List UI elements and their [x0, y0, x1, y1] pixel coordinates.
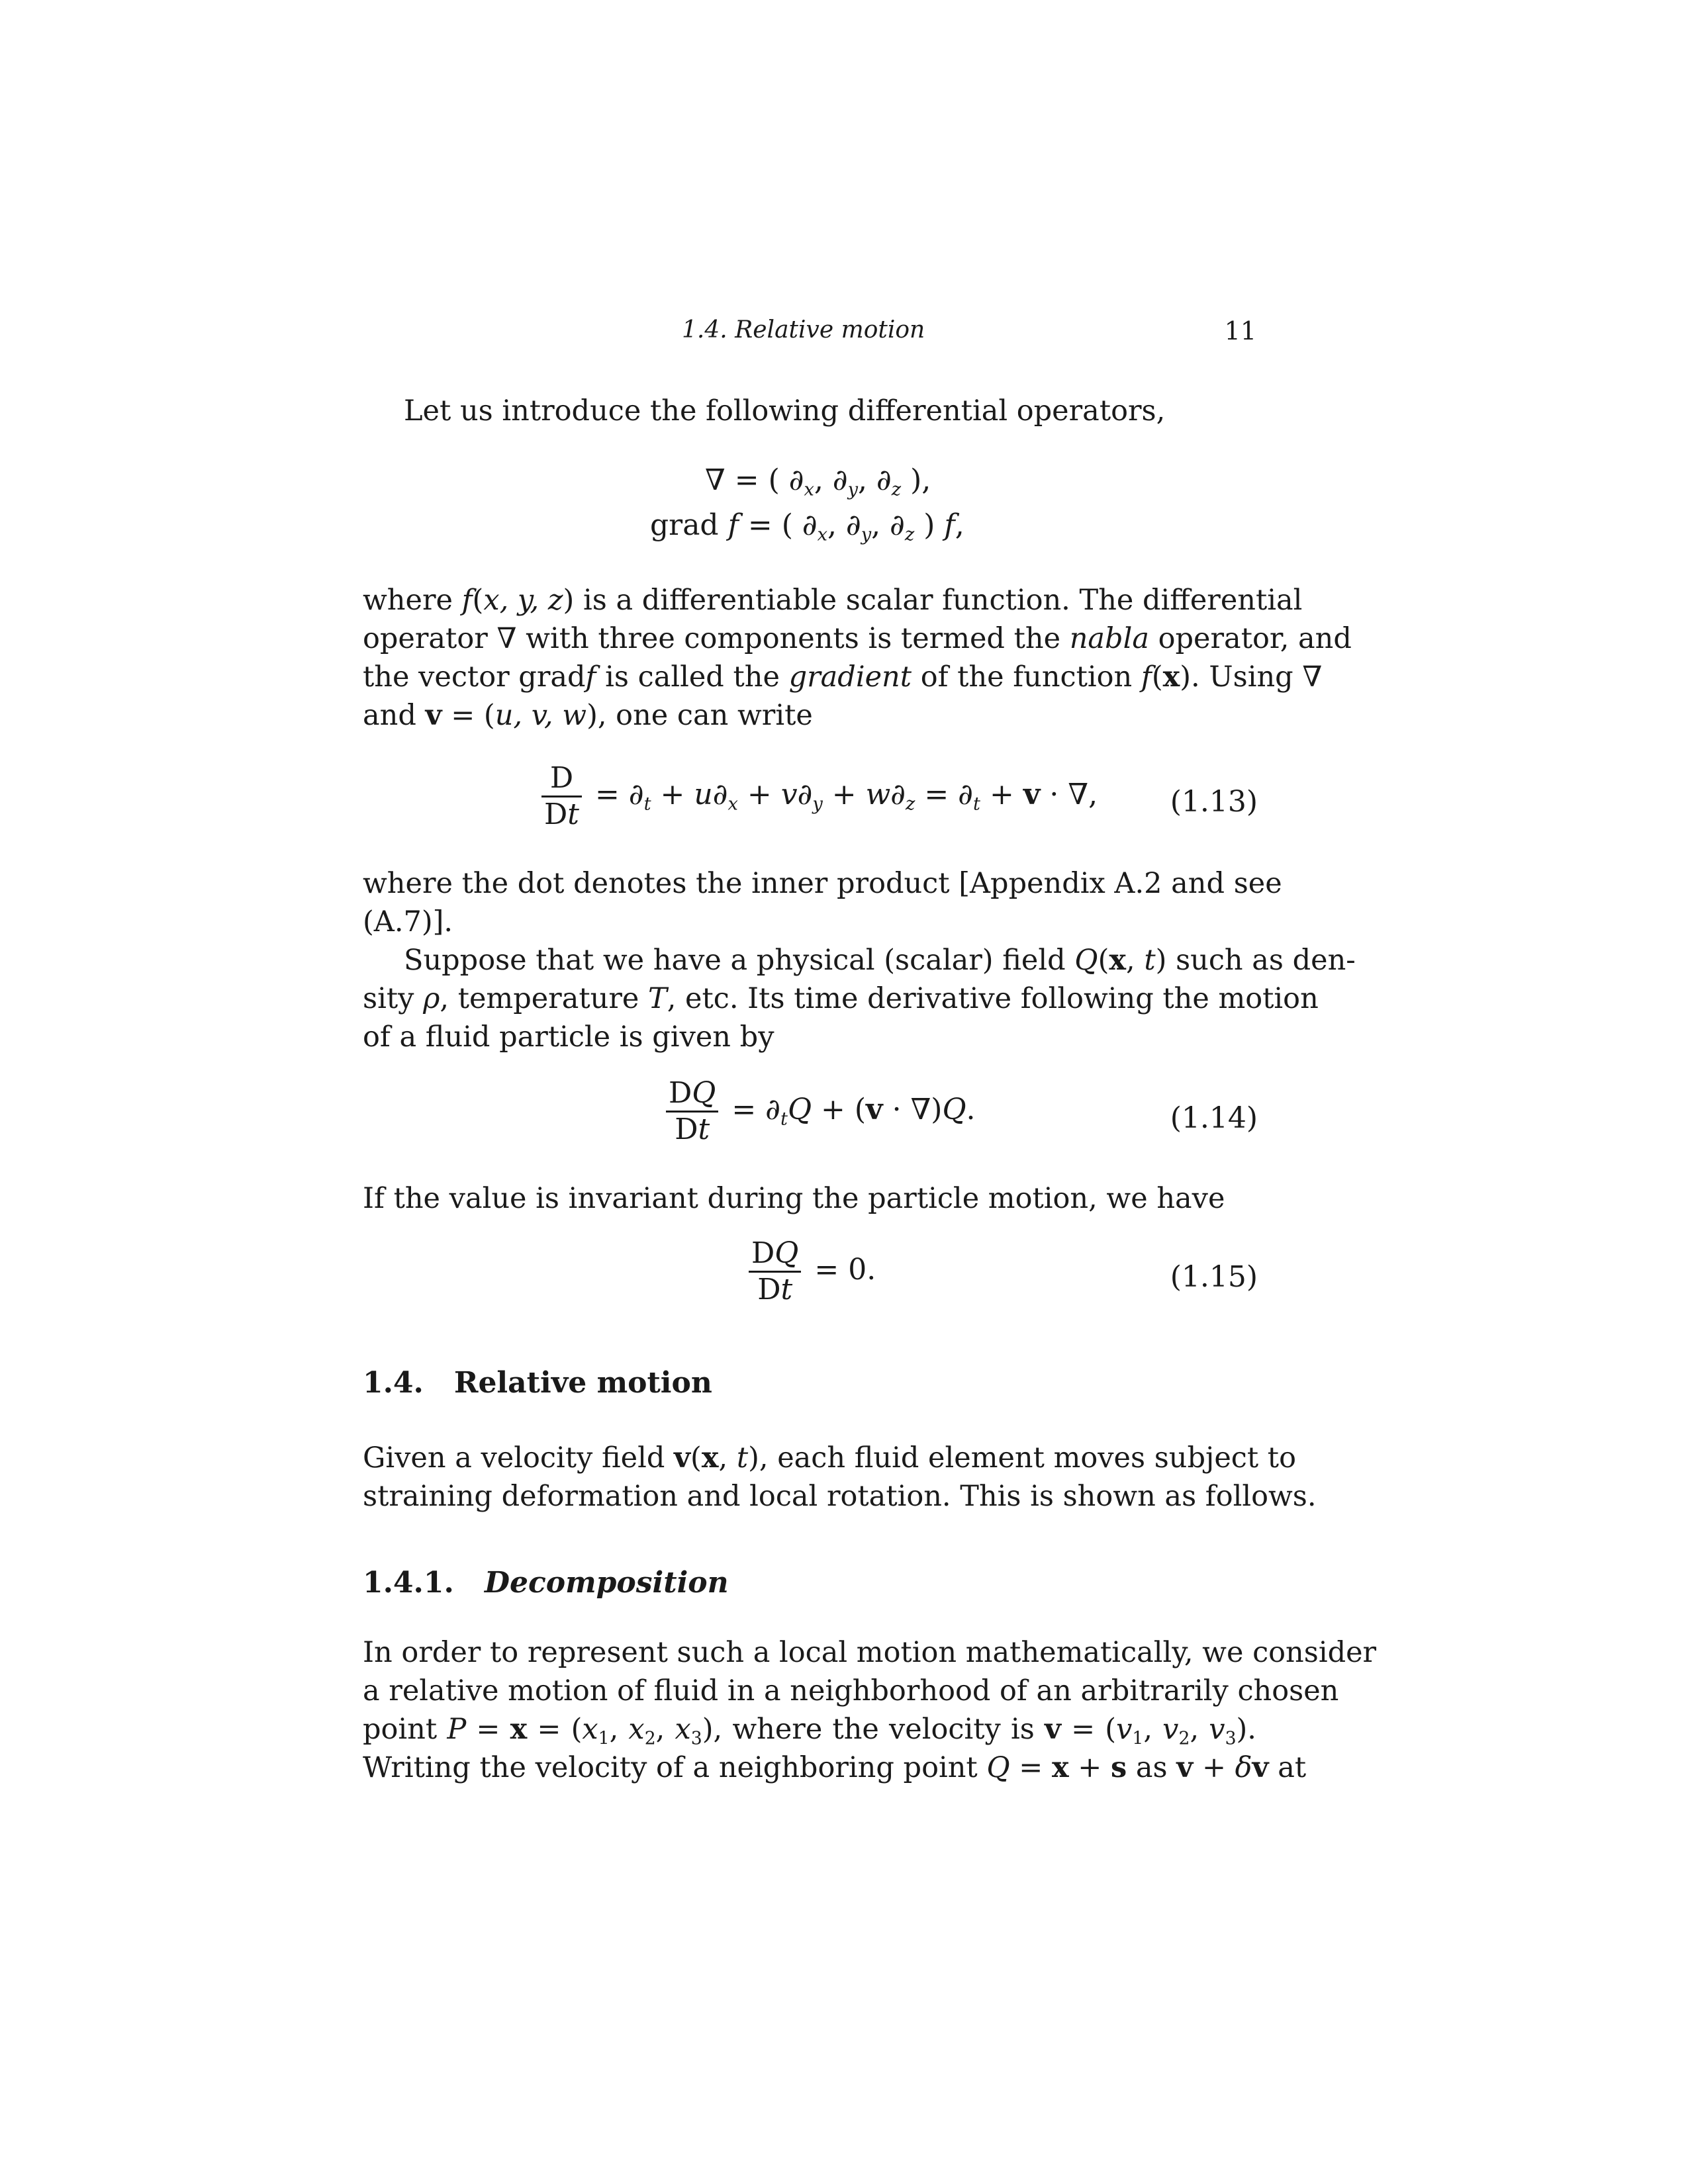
paragraph-field — [363, 864, 1356, 1056]
text-line: of a fluid particle is given by — [363, 1021, 774, 1054]
text-line: Writing the velocity of a neighboring point Q = x + s as v + δv at — [363, 1751, 1307, 1784]
section-title: Relative motion — [453, 1366, 712, 1400]
fraction-DQ-Dt: $\frac{DQ}{Dt}$ — [666, 1076, 718, 1147]
page-number: 11 — [1224, 316, 1256, 345]
equation-1-14: $\frac{DQ}{Dt}$ = $\partial_tQ + (v \cdot \nabla)Q$. — [662, 1076, 976, 1147]
paragraph-decomposition — [363, 1633, 1377, 1787]
text-line: In order to represent such a local motion mathematically, we consider — [363, 1636, 1377, 1669]
text-line: and v = (u, v, w), one can write — [363, 699, 813, 732]
fraction-DQ-Dt: $\frac{DQ}{Dt}$ — [749, 1236, 801, 1307]
equation-1-15: $\frac{DQ}{Dt}$ = 0. — [745, 1236, 876, 1307]
text-line: the vector gradf is called the gradient of the function f(x). Using ∇ — [363, 660, 1323, 694]
running-head — [0, 316, 1688, 356]
subsection-number: 1.4.1. — [363, 1566, 454, 1600]
equation-grad: grad f = ( $\partial_x$, $\partial_y$, $\partial_z$ ) f, — [650, 508, 964, 545]
running-title: 1.4. Relative motion — [682, 316, 925, 343]
text-line: point $P = x = (x_1$, $x_2$, $x_3$), where the velocity is $v = (v_1$, $v_2$, $v_3$). — [363, 1713, 1256, 1749]
text-line: (A.7)]. — [363, 905, 453, 938]
fraction-D-Dt: $\frac{D}{Dt}$ — [541, 761, 582, 832]
text-line: Suppose that we have a physical (scalar) field Q(x, t) such as den- — [404, 944, 1356, 977]
section-heading — [363, 1366, 712, 1400]
equation-1-13: $\frac{D}{Dt}$ = $\partial_t + u\partial_x + v\partial_y + w\partial_z = \partial_t + v$ · ∇, — [538, 761, 1098, 832]
text-line: where the dot denotes the inner product [Appendix A.2 and see — [363, 867, 1282, 900]
equation-label-1-13: (1.13) — [1170, 785, 1258, 819]
text-line: operator ∇ with three components is termed the nabla operator, and — [363, 622, 1352, 655]
subsection-title: Decomposition — [484, 1566, 729, 1600]
equation-nabla: ∇ = ( $\partial_x$, $\partial_y$, $\partial_z$ ), — [705, 463, 931, 500]
equation-label-1-14: (1.14) — [1170, 1101, 1258, 1135]
text-line: straining deformation and local rotation. This is shown as follows. — [363, 1480, 1317, 1513]
grad-label: grad — [650, 508, 719, 542]
text-line: sity ρ, temperature T, etc. Its time derivative following the motion — [363, 982, 1319, 1015]
section-number: 1.4. — [363, 1366, 424, 1400]
text-line: Let us introduce the following differential operators, — [404, 394, 1166, 428]
text-line: If the value is invariant during the particle motion, we have — [363, 1182, 1225, 1215]
paragraph-invariant — [363, 1179, 1256, 1218]
paragraph-intro — [363, 392, 1256, 430]
text-line: a relative motion of fluid in a neighborhood of an arbitrarily chosen — [363, 1674, 1339, 1707]
subsection-heading — [363, 1566, 729, 1600]
paragraph-nabla — [363, 581, 1352, 735]
equation-label-1-15: (1.15) — [1170, 1260, 1258, 1294]
paragraph-velocity-field — [363, 1439, 1317, 1516]
text-line: Given a velocity field v(x, t), each fluid element moves subject to — [363, 1441, 1296, 1475]
text-line: where f(x, y, z) is a differentiable scalar function. The differential — [363, 584, 1303, 617]
